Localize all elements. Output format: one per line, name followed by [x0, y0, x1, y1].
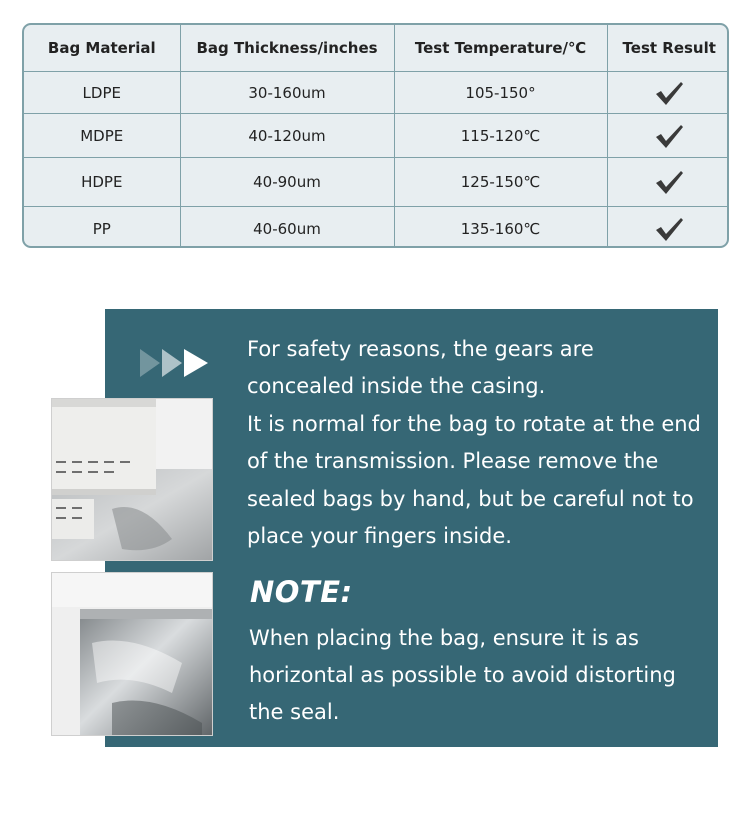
note-title: NOTE: — [250, 575, 353, 609]
table-row — [24, 72, 729, 114]
checkmark-icon — [654, 123, 684, 149]
note-body: When placing the bag, ensure it is as horizontal as possible to avoid distorting the seal. — [249, 626, 676, 724]
cell-thickness: 40-60um — [180, 207, 394, 249]
plastic-bag-photo — [51, 572, 213, 736]
cell-material: MDPE — [24, 114, 180, 158]
checkmark-icon — [654, 80, 684, 106]
checkmark-icon — [654, 216, 684, 242]
cell-temperature: 125-150℃ — [394, 158, 607, 207]
rotation-text-line: It is normal for the bag to rotate at the end of the transmission. Please remove the sealed bags by hand, but be careful not to place your fingers inside. — [247, 411, 701, 549]
table-row — [24, 207, 729, 249]
cell-result — [607, 72, 729, 114]
cell-thickness: 40-120um — [180, 114, 394, 158]
cell-temperature: 135-160℃ — [394, 207, 607, 249]
material-test-table — [22, 23, 729, 248]
table-row — [24, 158, 729, 207]
cell-material: LDPE — [24, 72, 180, 114]
safety-paragraph — [247, 331, 707, 555]
header-bag-thickness: Bag Thickness/inches — [180, 25, 394, 72]
cell-result — [607, 158, 729, 207]
cell-material: HDPE — [24, 158, 180, 207]
cell-temperature: 115-120℃ — [394, 114, 607, 158]
cell-result — [607, 114, 729, 158]
header-bag-material: Bag Material — [24, 25, 180, 72]
table-header-row — [24, 25, 729, 72]
cell-result — [607, 207, 729, 249]
sealer-casing-photo — [51, 398, 213, 561]
cell-temperature: 105-150° — [394, 72, 607, 114]
cell-thickness: 40-90um — [180, 158, 394, 207]
cell-material: PP — [24, 207, 180, 249]
header-test-temperature: Test Temperature/℃ — [394, 25, 607, 72]
checkmark-icon — [654, 169, 684, 195]
triple-arrow-icon — [140, 347, 210, 379]
table-row — [24, 114, 729, 158]
cell-thickness: 30-160um — [180, 72, 394, 114]
header-test-result: Test Result — [607, 25, 729, 72]
safety-text-line: For safety reasons, the gears are concealed inside the casing. — [247, 337, 594, 399]
